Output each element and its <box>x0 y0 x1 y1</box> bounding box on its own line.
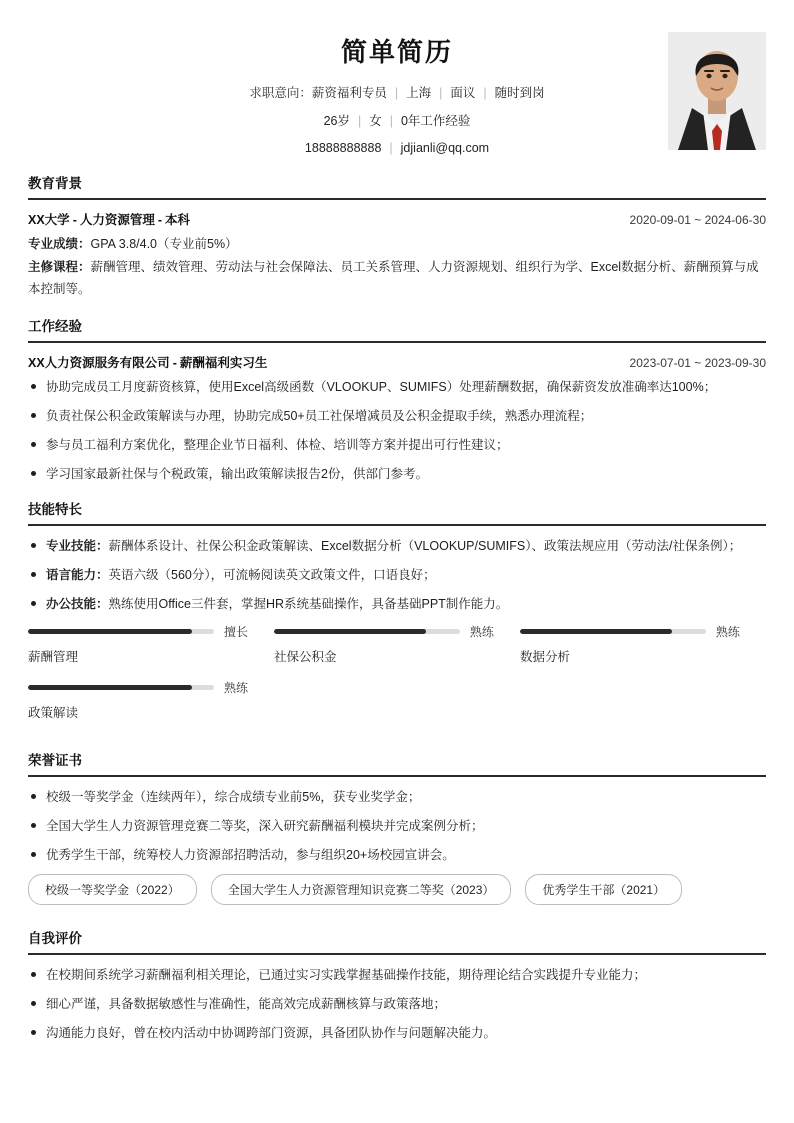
skill-bar-top <box>274 623 494 640</box>
skill-bar-top <box>520 623 740 640</box>
list-item: 全国大学生人力资源管理竞赛二等奖，深入研究薪酬福利模块并完成案例分析； <box>28 816 766 836</box>
meta-separator: | <box>389 113 393 128</box>
avatar <box>668 32 766 150</box>
honors-bullet-list <box>28 787 766 865</box>
skill-item-value: 熟练使用Office三件套，掌握HR系统基础操作，具备基础PPT制作能力。 <box>108 597 509 612</box>
personal-experience: 0年工作经验 <box>400 113 471 128</box>
section-divider <box>28 524 766 526</box>
personal-age: 26岁 <box>323 113 350 128</box>
avatar-illustration <box>668 32 766 150</box>
page-title: 简单简历 <box>340 37 453 67</box>
section-title-education: 教育背景 <box>28 175 82 191</box>
list-item <box>28 594 766 614</box>
skill-bar-track <box>274 629 460 634</box>
intent-label: 求职意向： <box>249 86 312 100</box>
intent-availability: 随时到岗 <box>494 86 545 100</box>
education-courses <box>28 257 766 301</box>
skill-bar-level: 熟练 <box>223 681 248 696</box>
skill-bars <box>28 623 766 735</box>
work-entry-left <box>28 353 267 371</box>
skill-bar-item <box>28 679 274 721</box>
summary-bullet-list <box>28 965 766 1043</box>
list-item: 在校期间系统学习薪酬福利相关理论，已通过实习实践掌握基础操作技能，期待理论结合实践提升专业能力； <box>28 965 766 985</box>
resume-header <box>28 32 766 158</box>
honor-tag: 全国大学生人力资源管理知识竞赛二等奖（2023） <box>211 874 512 905</box>
dash: - <box>72 212 77 227</box>
skill-bar-name: 社保公积金 <box>273 650 337 665</box>
education-entry-left <box>28 210 190 228</box>
header-center <box>28 32 766 158</box>
honor-tag-list <box>28 874 766 913</box>
work-entry-head <box>28 353 766 371</box>
meta-line-intent <box>148 85 646 103</box>
education-degree: 本科 <box>165 212 191 227</box>
skill-bar-item <box>274 623 520 665</box>
list-item <box>28 565 766 585</box>
intent-status: 面议 <box>450 86 476 100</box>
list-item: 校级一等奖学金（连续两年），综合成绩专业前5%，获专业奖学金； <box>28 787 766 807</box>
section-divider <box>28 953 766 955</box>
section-honors <box>28 749 766 913</box>
skill-bar-top <box>28 679 248 696</box>
meta-separator: | <box>439 86 443 100</box>
skill-bar-fill <box>274 629 426 634</box>
skill-bar-top <box>28 623 248 640</box>
skills-bullet-list <box>28 536 766 614</box>
skill-bar-level: 擅长 <box>223 625 248 640</box>
skill-item-value: 英语六级（560分），可流畅阅读英文政策文件，口语良好； <box>108 568 436 583</box>
dash: - <box>172 356 177 371</box>
list-item: 学习国家最新社保与个税政策，输出政策解读报告2份，供部门参考。 <box>28 464 766 484</box>
skill-bar-level: 熟练 <box>715 625 740 640</box>
list-item: 负责社保公积金政策解读与办理，协助完成50+员工社保增减员及公积金提取手续，熟悉办理流程； <box>28 406 766 426</box>
meta-separator: | <box>357 113 362 128</box>
skill-item-label: 办公技能： <box>46 597 109 612</box>
section-work <box>28 315 766 484</box>
education-date: 2020-09-01 ~ 2024-06-30 <box>629 212 766 227</box>
list-item: 参与员工福利方案优化，整理企业节日福利、体检、培训等方案并提出可行性建议； <box>28 435 766 455</box>
meta-line-personal <box>148 113 646 131</box>
work-bullet-list <box>28 377 766 484</box>
meta-separator: | <box>483 86 487 100</box>
section-divider <box>28 341 766 343</box>
personal-gender: 女 <box>369 113 382 128</box>
meta-separator: | <box>394 86 399 100</box>
list-item <box>28 536 766 556</box>
education-major: 人力资源管理 <box>79 212 155 227</box>
education-entry-head <box>28 210 766 228</box>
section-title-honors: 荣誉证书 <box>28 753 82 769</box>
skill-bar-name: 数据分析 <box>519 650 570 665</box>
dash: - <box>157 212 163 227</box>
skill-bar-track <box>520 629 706 634</box>
list-item: 细心严谨，具备数据敏感性与准确性，能高效完成薪酬核算与政策落地； <box>28 994 766 1014</box>
skill-item-label: 专业技能： <box>46 539 109 554</box>
intent-location: 上海 <box>406 86 432 100</box>
skill-bar-item <box>520 623 766 665</box>
work-company: XX人力资源服务有限公司 <box>28 356 170 371</box>
section-skills <box>28 498 766 735</box>
skill-bar-level: 熟练 <box>469 625 494 640</box>
skill-item-label: 语言能力： <box>46 568 109 583</box>
list-item: 沟通能力良好，曾在校内活动中协调跨部门资源，具备团队协作与问题解决能力。 <box>28 1023 766 1043</box>
section-title-summary: 自我评价 <box>28 931 82 947</box>
meta-separator: | <box>389 141 393 155</box>
intent-value: 薪资福利专员 <box>311 86 387 100</box>
skill-bar-track <box>28 685 214 690</box>
meta-line-contact <box>148 140 646 158</box>
list-item: 协助完成员工月度薪资核算，使用Excel高级函数（VLOOKUP、SUMIFS）处理薪酬数据，确保薪资发放准确率达100%； <box>28 377 766 397</box>
skill-bar-item <box>28 623 274 665</box>
honor-tag: 优秀学生干部（2021） <box>525 874 682 905</box>
skill-bar-track <box>28 629 214 634</box>
section-title-skills: 技能特长 <box>28 502 82 518</box>
section-divider <box>28 198 766 200</box>
section-education <box>28 172 766 302</box>
honor-tag: 校级一等奖学金（2022） <box>28 874 197 905</box>
section-title-work: 工作经验 <box>28 319 82 335</box>
education-courses-label: 主修课程： <box>28 260 91 275</box>
skill-bar-fill <box>28 685 192 690</box>
list-item: 优秀学生干部，统筹校人力资源部招聘活动，参与组织20+场校园宣讲会。 <box>28 845 766 865</box>
skill-bar-name: 政策解读 <box>28 706 79 721</box>
education-gpa-label: 专业成绩： <box>28 236 91 251</box>
contact-phone: 18888888888 <box>304 141 382 155</box>
education-school: XX大学 <box>28 212 70 227</box>
skill-bar-fill <box>28 629 192 634</box>
work-position: 薪酬福利实习生 <box>179 356 268 371</box>
skill-bar-name: 薪酬管理 <box>28 650 79 665</box>
education-courses-value: 薪酬管理、绩效管理、劳动法与社会保障法、员工关系管理、人力资源规划、组织行为学、Excel数据分析、薪酬预算与成本控制等。 <box>28 260 759 297</box>
skill-item-value: 薪酬体系设计、社保公积金政策解读、Excel数据分析（VLOOKUP/SUMIFS）、政策法规应用（劳动法/社保条例）； <box>108 539 742 554</box>
skill-bar-fill <box>520 629 672 634</box>
section-divider <box>28 775 766 777</box>
work-date: 2023-07-01 ~ 2023-09-30 <box>629 356 766 371</box>
contact-email: jdjianli@qq.com <box>400 141 490 155</box>
section-summary <box>28 927 766 1043</box>
education-gpa-value: GPA 3.8/4.0（专业前5%） <box>90 236 238 251</box>
education-gpa <box>28 234 766 256</box>
